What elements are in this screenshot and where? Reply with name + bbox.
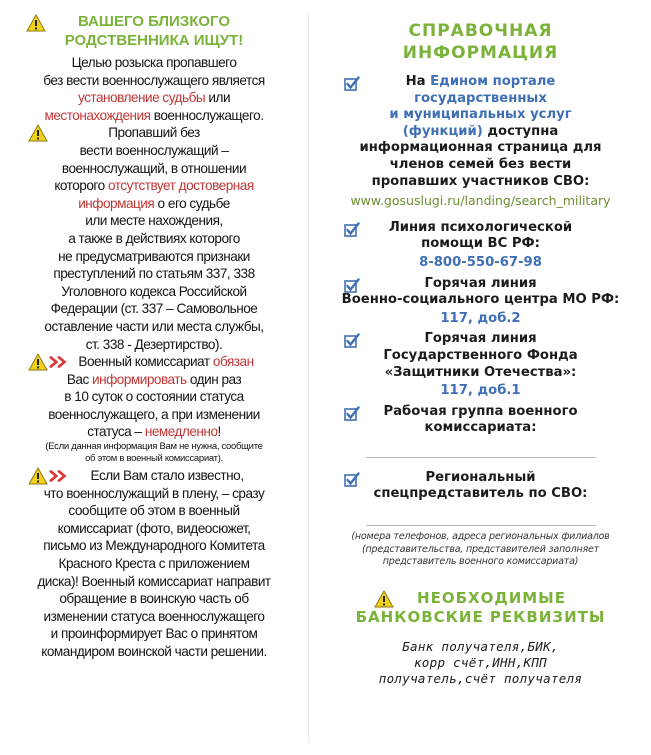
fill-in-note: (номера телефонов, адреса региональных филиалов (представительства, представителей заполняет представитель военного комиссариата) [351, 531, 610, 568]
double-arrow-icon [49, 469, 69, 483]
purpose-paragraph: Целью розыска пропавшего без вести военнослужащего является установление судьбы или местонахождения военнослужащего. [43, 55, 265, 123]
bank-details: Банк получателя,БИК, корр счёт,ИНН,КПП получатель,счёт получателя [378, 638, 583, 686]
definition-paragraph: Пропавший без вести военнослужащий – военнослужащий, в отношении которого отсутствует достоверная информация о его судьбе или месте нахождения, а также в действиях которого не предусматриваются признаки преступлений по статьям 337, 338 Уголовного кодекса Российской Федерации (ст. 337 – Самовольное оставление части или места службы, ст. 338 - Дезертирство). [8, 124, 300, 353]
military-social-center-item: Горячая линия Военно-социального центра МО РФ: 117, доб.2 [318, 276, 643, 328]
warning-icon [28, 467, 48, 485]
defenders-fund-phone[interactable]: 117, доб.1 [440, 383, 521, 399]
warning-icon [26, 14, 46, 32]
checkbox-checked-icon [344, 406, 360, 421]
checkbox-checked-icon [344, 222, 360, 237]
checkbox-checked-icon [344, 333, 360, 348]
defenders-fund-item: Горячая линия Государственного Фонда «Защитники Отечества»: 117, доб.1 [318, 331, 643, 399]
column-divider [308, 12, 309, 742]
commissariat-group-item: Рабочая группа военного комиссариата: [318, 404, 643, 458]
checkbox-checked-icon [344, 76, 360, 91]
military-social-center-phone[interactable]: 117, доб.2 [440, 310, 521, 326]
gosuslugi-item: На Едином портале государственных и муниципальных услуг (функций) доступна информационная страница для членов семей без вести пропавших участников СВО: www.gosuslugi.ru/landing/search_military [318, 74, 643, 210]
warning-icon [28, 353, 48, 371]
psych-help-phone[interactable]: 8-800-550-67-98 [419, 254, 542, 270]
warning-icon [28, 124, 48, 142]
gosuslugi-link[interactable]: www.gosuslugi.ru/landing/search_military [350, 193, 611, 209]
regional-representative-item: Региональный спецпредставитель по СВО: [318, 470, 643, 526]
notification-paragraph: Военный комиссариат обязан Вас информировать один раз в 10 суток о состоянии статуса военнослужащего, а при изменении статуса – немедленно! (Если данная информация Вам не нужна, сообщите об этом в военный комиссариат). [8, 353, 300, 465]
warning-icon [374, 590, 394, 608]
fill-in-line [366, 525, 596, 526]
captivity-paragraph: Если Вам стало известно, что военнослужащий в плену, – сразу сообщите об этом в военный комиссариат (фото, видеосюжет, письмо из Международного Комитета Красного Креста с приложением диска)! Военный комиссариат направит обращение в воинскую часть об изменении статуса военнослужащего и проинформирует Вас о принятом командиром воинской части решении. [8, 467, 300, 661]
psych-help-item: Линия психологической помощи ВС РФ: 8-800-550-67-98 [318, 220, 643, 272]
right-column [318, 6, 643, 750]
bank-details-title: НЕОБХОДИМЫЕ БАНКОВСКИЕ РЕКВИЗИТЫ [355, 588, 606, 626]
checkbox-checked-icon [344, 278, 360, 293]
left-heading: ВАШЕГО БЛИЗКОГО РОДСТВЕННИКА ИЩУТ! [8, 12, 300, 50]
reference-title: СПРАВОЧНАЯ ИНФОРМАЦИЯ [402, 21, 559, 63]
left-column [8, 6, 300, 750]
checkbox-checked-icon [344, 472, 360, 487]
fill-in-line [366, 457, 596, 458]
double-arrow-icon [49, 355, 69, 369]
